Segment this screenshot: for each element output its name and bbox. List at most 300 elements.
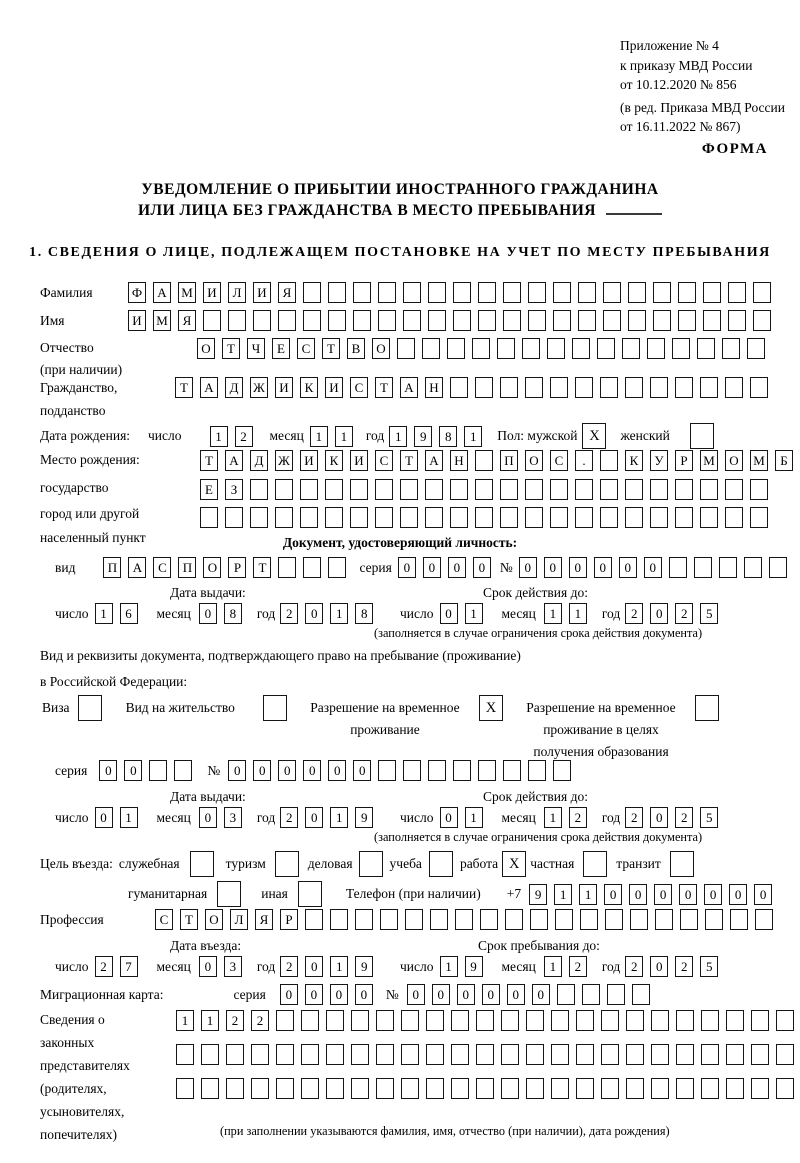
char-cell[interactable]: 1 (176, 1010, 194, 1031)
char-cell[interactable] (572, 338, 590, 359)
char-cell[interactable] (626, 1078, 644, 1099)
char-cell[interactable] (625, 479, 643, 500)
char-cell[interactable]: 0 (704, 884, 722, 905)
char-cell[interactable] (397, 338, 415, 359)
char-cell[interactable]: С (550, 450, 568, 471)
char-cell[interactable] (430, 909, 448, 930)
char-cell[interactable] (225, 507, 243, 528)
profession-cells[interactable] (155, 909, 780, 930)
char-cell[interactable] (428, 760, 446, 781)
char-cell[interactable] (276, 1044, 294, 1065)
char-cell[interactable]: 1 (335, 426, 353, 447)
char-cell[interactable]: 1 (544, 807, 562, 828)
char-cell[interactable]: С (350, 377, 368, 398)
char-cell[interactable] (451, 1010, 469, 1031)
char-cell[interactable] (553, 760, 571, 781)
char-cell[interactable] (353, 282, 371, 303)
char-cell[interactable]: Т (180, 909, 198, 930)
char-cell[interactable]: А (425, 450, 443, 471)
char-cell[interactable] (576, 1010, 594, 1031)
char-cell[interactable] (526, 1078, 544, 1099)
char-cell[interactable]: С (155, 909, 173, 930)
char-cell[interactable] (326, 1010, 344, 1031)
gender-male-checkbox[interactable]: X (582, 423, 606, 449)
char-cell[interactable] (557, 984, 575, 1005)
char-cell[interactable]: М (153, 310, 171, 331)
char-cell[interactable] (651, 1044, 669, 1065)
char-cell[interactable] (551, 1010, 569, 1031)
char-cell[interactable] (428, 310, 446, 331)
char-cell[interactable] (703, 282, 721, 303)
char-cell[interactable] (447, 338, 465, 359)
char-cell[interactable] (526, 1044, 544, 1065)
char-cell[interactable] (400, 479, 418, 500)
char-cell[interactable]: Р (228, 557, 246, 578)
char-cell[interactable]: 0 (482, 984, 500, 1005)
char-cell[interactable] (675, 479, 693, 500)
stay-expiry-month-cells[interactable] (544, 807, 594, 828)
char-cell[interactable]: Р (280, 909, 298, 930)
char-cell[interactable] (451, 1044, 469, 1065)
char-cell[interactable] (405, 909, 423, 930)
char-cell[interactable]: 0 (569, 557, 587, 578)
char-cell[interactable] (350, 507, 368, 528)
char-cell[interactable]: 0 (305, 984, 323, 1005)
char-cell[interactable] (401, 1044, 419, 1065)
char-cell[interactable]: 6 (120, 603, 138, 624)
char-cell[interactable] (522, 338, 540, 359)
birthplace-cells-1[interactable] (200, 450, 800, 471)
char-cell[interactable]: 0 (199, 603, 217, 624)
char-cell[interactable] (700, 479, 718, 500)
char-cell[interactable] (453, 310, 471, 331)
char-cell[interactable]: 0 (440, 603, 458, 624)
char-cell[interactable] (747, 338, 765, 359)
char-cell[interactable]: 0 (303, 760, 321, 781)
char-cell[interactable] (475, 479, 493, 500)
char-cell[interactable]: 1 (579, 884, 597, 905)
char-cell[interactable]: А (153, 282, 171, 303)
char-cell[interactable] (628, 310, 646, 331)
char-cell[interactable]: М (700, 450, 718, 471)
char-cell[interactable]: 0 (305, 807, 323, 828)
until-day-cells[interactable] (440, 956, 490, 977)
char-cell[interactable] (744, 557, 762, 578)
char-cell[interactable] (725, 507, 743, 528)
char-cell[interactable]: 9 (355, 956, 373, 977)
char-cell[interactable] (655, 909, 673, 930)
phone-cells[interactable] (529, 884, 779, 905)
char-cell[interactable]: К (300, 377, 318, 398)
char-cell[interactable] (326, 1044, 344, 1065)
char-cell[interactable]: 0 (507, 984, 525, 1005)
char-cell[interactable]: 9 (414, 426, 432, 447)
char-cell[interactable]: 1 (330, 807, 348, 828)
char-cell[interactable] (275, 507, 293, 528)
char-cell[interactable] (751, 1010, 769, 1031)
char-cell[interactable] (605, 909, 623, 930)
purpose-official-checkbox[interactable] (190, 851, 214, 877)
char-cell[interactable]: И (275, 377, 293, 398)
char-cell[interactable]: М (750, 450, 768, 471)
char-cell[interactable]: 0 (654, 884, 672, 905)
char-cell[interactable] (351, 1078, 369, 1099)
char-cell[interactable] (503, 760, 521, 781)
char-cell[interactable]: И (128, 310, 146, 331)
char-cell[interactable] (555, 909, 573, 930)
char-cell[interactable] (426, 1078, 444, 1099)
stay-number-cells[interactable] (228, 760, 578, 781)
char-cell[interactable] (750, 479, 768, 500)
char-cell[interactable]: 2 (235, 426, 253, 447)
char-cell[interactable] (276, 1078, 294, 1099)
char-cell[interactable] (330, 909, 348, 930)
char-cell[interactable] (478, 282, 496, 303)
citizenship-cells[interactable] (175, 377, 775, 398)
char-cell[interactable] (576, 1044, 594, 1065)
char-cell[interactable] (597, 338, 615, 359)
representatives-cells-3[interactable] (176, 1078, 800, 1099)
char-cell[interactable] (226, 1078, 244, 1099)
patronymic-cells[interactable] (197, 338, 772, 359)
char-cell[interactable]: 0 (729, 884, 747, 905)
char-cell[interactable]: 1 (544, 956, 562, 977)
char-cell[interactable]: 1 (465, 807, 483, 828)
char-cell[interactable]: 0 (199, 956, 217, 977)
char-cell[interactable] (578, 310, 596, 331)
char-cell[interactable] (476, 1078, 494, 1099)
char-cell[interactable] (575, 507, 593, 528)
char-cell[interactable] (653, 282, 671, 303)
char-cell[interactable]: А (128, 557, 146, 578)
char-cell[interactable] (650, 377, 668, 398)
char-cell[interactable]: 8 (355, 603, 373, 624)
char-cell[interactable] (625, 507, 643, 528)
char-cell[interactable] (201, 1044, 219, 1065)
char-cell[interactable] (503, 282, 521, 303)
char-cell[interactable]: 1 (440, 956, 458, 977)
doc-series-cells[interactable] (398, 557, 498, 578)
char-cell[interactable]: 0 (398, 557, 416, 578)
char-cell[interactable] (650, 507, 668, 528)
char-cell[interactable] (328, 282, 346, 303)
char-cell[interactable]: 0 (253, 760, 271, 781)
char-cell[interactable] (703, 310, 721, 331)
char-cell[interactable] (700, 507, 718, 528)
char-cell[interactable]: 2 (625, 956, 643, 977)
char-cell[interactable]: 2 (251, 1010, 269, 1031)
char-cell[interactable] (755, 909, 773, 930)
char-cell[interactable]: 2 (280, 956, 298, 977)
stay-expiry-year-cells[interactable] (625, 807, 725, 828)
char-cell[interactable] (525, 479, 543, 500)
char-cell[interactable]: 0 (629, 884, 647, 905)
purpose-transit-checkbox[interactable] (670, 851, 694, 877)
char-cell[interactable] (378, 760, 396, 781)
char-cell[interactable] (728, 282, 746, 303)
char-cell[interactable] (603, 282, 621, 303)
char-cell[interactable] (276, 1010, 294, 1031)
char-cell[interactable]: 1 (310, 426, 328, 447)
char-cell[interactable]: О (525, 450, 543, 471)
char-cell[interactable] (769, 557, 787, 578)
char-cell[interactable] (694, 557, 712, 578)
residence-permit-checkbox[interactable] (263, 695, 287, 721)
char-cell[interactable]: П (178, 557, 196, 578)
char-cell[interactable] (376, 1044, 394, 1065)
char-cell[interactable] (528, 310, 546, 331)
char-cell[interactable]: 1 (544, 603, 562, 624)
char-cell[interactable]: И (325, 377, 343, 398)
char-cell[interactable] (251, 1044, 269, 1065)
char-cell[interactable] (750, 377, 768, 398)
doc-expiry-day-cells[interactable] (440, 603, 490, 624)
char-cell[interactable] (475, 507, 493, 528)
char-cell[interactable]: 2 (280, 603, 298, 624)
purpose-work-checkbox[interactable]: X (502, 851, 526, 877)
stay-issue-month-cells[interactable] (199, 807, 249, 828)
char-cell[interactable] (600, 507, 618, 528)
char-cell[interactable] (551, 1044, 569, 1065)
char-cell[interactable] (200, 507, 218, 528)
char-cell[interactable] (725, 377, 743, 398)
char-cell[interactable]: Р (675, 450, 693, 471)
char-cell[interactable]: 0 (650, 603, 668, 624)
char-cell[interactable] (426, 1010, 444, 1031)
char-cell[interactable]: 1 (465, 603, 483, 624)
char-cell[interactable] (328, 310, 346, 331)
char-cell[interactable]: 0 (448, 557, 466, 578)
char-cell[interactable]: 0 (124, 760, 142, 781)
visa-checkbox[interactable] (78, 695, 102, 721)
birthplace-cells-3[interactable] (200, 507, 775, 528)
char-cell[interactable]: С (297, 338, 315, 359)
char-cell[interactable] (478, 310, 496, 331)
char-cell[interactable]: 5 (700, 807, 718, 828)
entry-year-cells[interactable] (280, 956, 380, 977)
char-cell[interactable] (300, 479, 318, 500)
char-cell[interactable] (600, 479, 618, 500)
char-cell[interactable]: 0 (650, 807, 668, 828)
char-cell[interactable]: 2 (625, 603, 643, 624)
migration-series-cells[interactable] (280, 984, 380, 1005)
char-cell[interactable]: 9 (465, 956, 483, 977)
char-cell[interactable] (622, 338, 640, 359)
char-cell[interactable]: 1 (330, 603, 348, 624)
char-cell[interactable] (475, 450, 493, 471)
char-cell[interactable] (453, 282, 471, 303)
char-cell[interactable] (325, 479, 343, 500)
char-cell[interactable] (375, 507, 393, 528)
char-cell[interactable] (676, 1078, 694, 1099)
char-cell[interactable] (253, 310, 271, 331)
char-cell[interactable]: 0 (532, 984, 550, 1005)
char-cell[interactable] (497, 338, 515, 359)
birth-month-cells[interactable] (310, 426, 360, 447)
entry-month-cells[interactable] (199, 956, 249, 977)
char-cell[interactable]: У (650, 450, 668, 471)
char-cell[interactable] (750, 507, 768, 528)
char-cell[interactable] (669, 557, 687, 578)
char-cell[interactable] (600, 377, 618, 398)
char-cell[interactable]: 2 (675, 603, 693, 624)
char-cell[interactable]: 0 (544, 557, 562, 578)
birth-day-cells[interactable] (210, 426, 260, 447)
char-cell[interactable] (326, 1078, 344, 1099)
char-cell[interactable] (530, 909, 548, 930)
doc-expiry-month-cells[interactable] (544, 603, 594, 624)
char-cell[interactable]: Т (375, 377, 393, 398)
char-cell[interactable] (678, 310, 696, 331)
char-cell[interactable]: 0 (355, 984, 373, 1005)
char-cell[interactable]: О (372, 338, 390, 359)
char-cell[interactable] (647, 338, 665, 359)
char-cell[interactable]: И (350, 450, 368, 471)
char-cell[interactable] (678, 282, 696, 303)
stay-issue-day-cells[interactable] (95, 807, 145, 828)
char-cell[interactable] (525, 377, 543, 398)
char-cell[interactable] (480, 909, 498, 930)
char-cell[interactable] (275, 479, 293, 500)
purpose-business-checkbox[interactable] (359, 851, 383, 877)
char-cell[interactable] (528, 760, 546, 781)
char-cell[interactable]: 1 (330, 956, 348, 977)
char-cell[interactable] (726, 1078, 744, 1099)
char-cell[interactable] (580, 909, 598, 930)
char-cell[interactable]: 0 (440, 807, 458, 828)
char-cell[interactable] (375, 479, 393, 500)
char-cell[interactable] (680, 909, 698, 930)
char-cell[interactable] (203, 310, 221, 331)
char-cell[interactable] (455, 909, 473, 930)
char-cell[interactable] (303, 282, 321, 303)
char-cell[interactable] (651, 1010, 669, 1031)
char-cell[interactable] (630, 909, 648, 930)
char-cell[interactable]: 0 (679, 884, 697, 905)
char-cell[interactable]: 0 (644, 557, 662, 578)
char-cell[interactable]: 1 (201, 1010, 219, 1031)
stay-expiry-day-cells[interactable] (440, 807, 490, 828)
char-cell[interactable] (526, 1010, 544, 1031)
char-cell[interactable]: 0 (353, 760, 371, 781)
char-cell[interactable]: 2 (569, 956, 587, 977)
representatives-cells-1[interactable] (176, 1010, 800, 1031)
char-cell[interactable]: М (178, 282, 196, 303)
char-cell[interactable]: Ж (275, 450, 293, 471)
char-cell[interactable] (722, 338, 740, 359)
char-cell[interactable] (476, 1010, 494, 1031)
edu-permit-checkbox[interactable] (695, 695, 719, 721)
char-cell[interactable]: А (400, 377, 418, 398)
doc-number-cells[interactable] (519, 557, 794, 578)
char-cell[interactable]: Л (230, 909, 248, 930)
char-cell[interactable]: Ч (247, 338, 265, 359)
char-cell[interactable]: 2 (625, 807, 643, 828)
char-cell[interactable]: 0 (407, 984, 425, 1005)
char-cell[interactable]: К (325, 450, 343, 471)
char-cell[interactable] (303, 310, 321, 331)
char-cell[interactable] (350, 479, 368, 500)
char-cell[interactable]: С (375, 450, 393, 471)
char-cell[interactable] (651, 1078, 669, 1099)
char-cell[interactable]: 7 (120, 956, 138, 977)
char-cell[interactable]: 8 (439, 426, 457, 447)
char-cell[interactable] (300, 507, 318, 528)
char-cell[interactable]: 1 (389, 426, 407, 447)
char-cell[interactable] (475, 377, 493, 398)
char-cell[interactable] (353, 310, 371, 331)
char-cell[interactable] (426, 1044, 444, 1065)
char-cell[interactable] (575, 479, 593, 500)
char-cell[interactable]: 1 (210, 426, 228, 447)
char-cell[interactable] (378, 282, 396, 303)
char-cell[interactable]: О (203, 557, 221, 578)
surname-cells[interactable] (128, 282, 778, 303)
char-cell[interactable] (450, 377, 468, 398)
char-cell[interactable] (453, 760, 471, 781)
char-cell[interactable] (601, 1010, 619, 1031)
doc-expiry-year-cells[interactable] (625, 603, 725, 624)
char-cell[interactable]: 0 (604, 884, 622, 905)
char-cell[interactable] (400, 507, 418, 528)
char-cell[interactable] (500, 507, 518, 528)
char-cell[interactable] (476, 1044, 494, 1065)
char-cell[interactable] (726, 1010, 744, 1031)
purpose-study-checkbox[interactable] (429, 851, 453, 877)
char-cell[interactable]: П (103, 557, 121, 578)
char-cell[interactable] (351, 1010, 369, 1031)
firstname-cells[interactable] (128, 310, 778, 331)
entry-day-cells[interactable] (95, 956, 145, 977)
char-cell[interactable] (725, 479, 743, 500)
char-cell[interactable]: 0 (199, 807, 217, 828)
char-cell[interactable]: П (500, 450, 518, 471)
char-cell[interactable]: Я (255, 909, 273, 930)
char-cell[interactable] (351, 1044, 369, 1065)
until-year-cells[interactable] (625, 956, 725, 977)
char-cell[interactable]: 8 (224, 603, 242, 624)
char-cell[interactable] (719, 557, 737, 578)
char-cell[interactable]: Т (200, 450, 218, 471)
char-cell[interactable] (701, 1078, 719, 1099)
char-cell[interactable] (705, 909, 723, 930)
char-cell[interactable] (376, 1078, 394, 1099)
char-cell[interactable]: 0 (305, 603, 323, 624)
char-cell[interactable] (176, 1044, 194, 1065)
char-cell[interactable] (149, 760, 167, 781)
char-cell[interactable]: 0 (99, 760, 117, 781)
char-cell[interactable] (550, 479, 568, 500)
stay-issue-year-cells[interactable] (280, 807, 380, 828)
char-cell[interactable] (301, 1010, 319, 1031)
char-cell[interactable]: Т (322, 338, 340, 359)
char-cell[interactable] (626, 1044, 644, 1065)
char-cell[interactable] (553, 282, 571, 303)
char-cell[interactable] (250, 479, 268, 500)
char-cell[interactable]: 0 (95, 807, 113, 828)
char-cell[interactable] (378, 310, 396, 331)
char-cell[interactable] (600, 450, 618, 471)
char-cell[interactable] (422, 338, 440, 359)
char-cell[interactable] (501, 1078, 519, 1099)
char-cell[interactable] (380, 909, 398, 930)
char-cell[interactable] (505, 909, 523, 930)
char-cell[interactable] (501, 1044, 519, 1065)
char-cell[interactable] (403, 282, 421, 303)
char-cell[interactable] (503, 310, 521, 331)
char-cell[interactable]: 0 (473, 557, 491, 578)
char-cell[interactable] (553, 310, 571, 331)
